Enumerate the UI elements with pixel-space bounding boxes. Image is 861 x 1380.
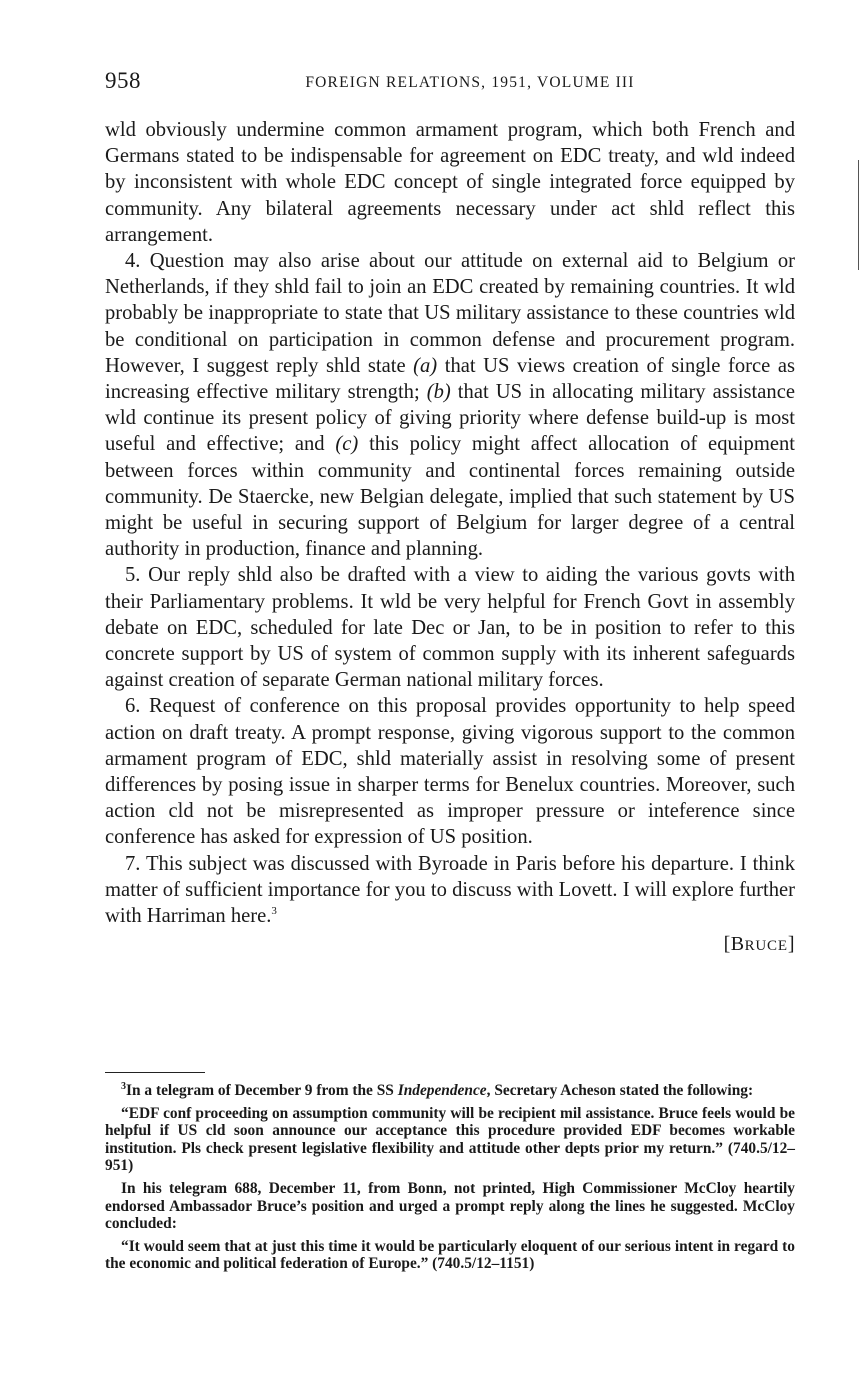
- paragraph-continued: wld obviously undermine common armament program, which both French and Germans stated to be indispensable for agreement on EDC treaty, and wld indeed by inconsistent with whole EDC concept of single integrated force equipped by community. Any bilateral agreements necessary under act shld reflect this arrangement.: [105, 119, 795, 246]
- scan-edge-mark: [854, 160, 859, 270]
- signature-rest: RUCE: [744, 938, 788, 955]
- paragraph-4-part-b: that US views creation of single force as increasing effective military strength;: [105, 354, 795, 404]
- signature-close: ]: [787, 933, 795, 956]
- ship-name: Independence: [397, 1082, 487, 1099]
- item-marker-a: (a): [413, 354, 438, 377]
- paragraph-4: [105, 248, 795, 562]
- paragraph-5: 5. Our reply shld also be drafted with a view to aiding the various govts with their Parliamentary problems. It wld be very helpful for French Govt in assembly debate on EDC, scheduled for late Dec or Jan, to be in position to refer to this concrete support by US of system of common supply with its inherent safeguards against creation of separate German national military forces.: [105, 564, 795, 692]
- item-marker-b: (b): [426, 381, 451, 404]
- footnote-reference: 3: [271, 905, 277, 918]
- signature-open: [B: [723, 933, 745, 956]
- footnote-quote-1: “EDF conf proceeding on assumption community will be recipient mil assistance. Bruce feels would be helpful if US cld soon announce our acceptance this procedure provided EDF becomes workable institution. Pls check present legislative flexibility and attitude other depts prior my return.” (740.5/12–951): [105, 1104, 795, 1175]
- footnote-3: [105, 1082, 795, 1100]
- footnote-3-part-a: In a telegram of December 9 from the SS: [126, 1082, 398, 1099]
- paragraph-7-text: 7. This subject was discussed with Byroade in Paris before his departure. I think matter of sufficient importance for you to discuss with Lovett. I will explore further with Harriman here.: [105, 852, 795, 928]
- running-head: FOREIGN RELATIONS, 1951, VOLUME III: [305, 74, 635, 91]
- footnote-mark: 3: [121, 1080, 126, 1092]
- body-text: [105, 117, 795, 960]
- footnote-quote-2: “It would seem that at just this time it would be particularly eloquent of our serious intent in regard to the economic and political federation of Europe.” (740.5/12–1151): [105, 1237, 795, 1273]
- paragraph-4-part-d: this policy might affect allocation of equipment between forces within community and continental forces remaining outside community. De Staercke, new Belgian delegate, implied that such statement by US might be useful in securing support of Belgium for larger degree of a central authority in production, finance and planning.: [105, 433, 795, 561]
- footnotes: [105, 1082, 795, 1278]
- item-marker-c: (c): [335, 433, 359, 456]
- page-header: [105, 68, 795, 102]
- paragraph-6: 6. Request of conference on this proposal provides opportunity to help speed action on draft treaty. A prompt response, giving vigorous support to the common armament program of EDC, shld materially assist in resolving some of present differences by posing issue in sharper terms for Benelux countries. Moreover, such action cld not be misrepresented as improper pressure or inteference since conference has asked for expression of US position.: [105, 695, 795, 849]
- paragraph-4-part-a: 4. Question may also arise about our attitude on external aid to Belgium or Netherlands, if they shld fail to join an EDC created by remaining countries. It wld probably be inappropriate to state that US military assistance to these countries wld be conditional on participation in common defense and procurement program. However, I suggest reply shld state: [105, 250, 795, 377]
- paragraph-7: [105, 851, 795, 930]
- paragraph-4-part-c: that US in allocating military assistance wld continue its present policy of giving priority where defense build-up is most useful and effective; and: [105, 381, 795, 456]
- footnote-paragraph-2: In his telegram 688, December 11, from Bonn, not printed, High Commissioner McCloy heartily endorsed Ambassador Bruce’s position and urged a prompt reply along the lines he suggested. McCloy concluded:: [105, 1179, 795, 1233]
- footnote-3-part-b: , Secretary Acheson stated the following:: [486, 1082, 754, 1099]
- footnote-divider: [105, 1072, 205, 1073]
- signature: [105, 931, 795, 959]
- page-number: 958: [105, 68, 141, 93]
